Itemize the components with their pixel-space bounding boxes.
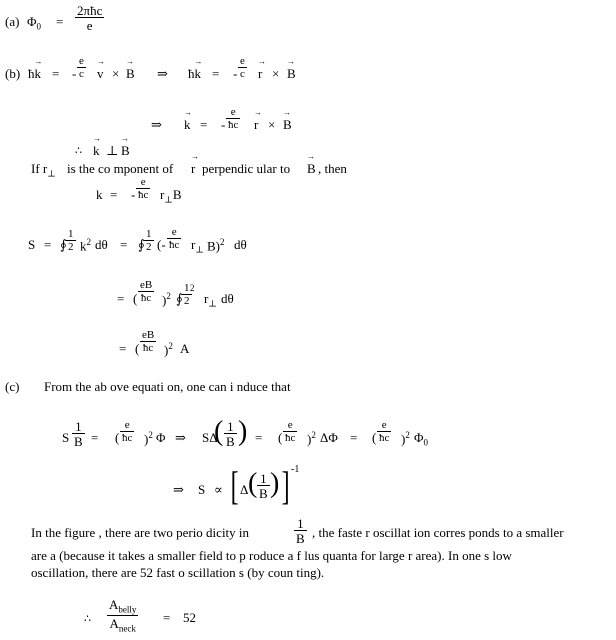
para-line-2: are a (because it takes a smaller field to p roduce a f lus quanta for large r area). In one s low <box>31 548 512 563</box>
one-over-B: $\frac{1}{B}$ <box>296 516 305 546</box>
equals: = <box>350 430 358 445</box>
minus: - <box>221 117 226 132</box>
cross: × <box>268 117 276 132</box>
part-c-intro: From the ab ove equati on, one can i nduce that <box>44 379 291 394</box>
perp: ⊥ <box>106 143 119 158</box>
B-vec: → B <box>121 144 130 157</box>
delta-phi: ΔΦ <box>320 430 338 445</box>
equals: = <box>44 237 52 252</box>
para-line-1a: In the figure , there are two perio dicity in <box>31 525 250 540</box>
proportional-to: ∝ <box>214 482 223 497</box>
r-perp: $r_\perp$ <box>204 291 217 309</box>
Delta: Δ <box>240 482 249 497</box>
B-vec: → B <box>126 67 135 80</box>
paren-open: (- <box>157 237 166 252</box>
flux-quantum-fraction: 2πħc e <box>77 3 103 33</box>
cross: × <box>272 66 280 81</box>
equals: = <box>255 430 263 445</box>
B-vec: → B <box>307 162 316 175</box>
equals: = <box>120 237 128 252</box>
part-c-label: (c) <box>5 379 20 394</box>
bracket-open: [ <box>230 463 239 508</box>
ratio-value: 52 <box>183 610 196 625</box>
paren-close-sq: )$^2$ <box>164 341 173 358</box>
para-line-1b: , the faste r oscillat ion corres ponds to a smaller <box>312 525 564 540</box>
paren-close-sq: )$^2$ <box>144 430 153 447</box>
equals: = <box>52 66 60 81</box>
hbar-k-vec-2: ħ→ k <box>188 67 201 80</box>
e-over-hbarc: $\frac{e}{ħc}$ <box>285 419 296 444</box>
e-over-hbarc: $\frac{e}{ħc}$ <box>228 106 239 131</box>
r-vec: → r <box>191 162 195 175</box>
k-squared: $k^2$ <box>80 237 91 254</box>
paren-open: ( <box>372 430 377 445</box>
equals: = <box>110 187 118 202</box>
area-A: A <box>180 341 190 356</box>
therefore: ∴ <box>75 145 82 157</box>
one-over-B: $\frac{1}{B}$ <box>259 471 268 501</box>
paren-close-sq: )$^2$ <box>307 430 316 447</box>
equals: = <box>200 117 208 132</box>
dtheta: dθ <box>234 237 247 252</box>
minus: - <box>131 187 136 202</box>
one-over-B: $\frac{1}{B}$ <box>226 419 235 449</box>
implies-arrow: ⇒ <box>151 117 162 132</box>
phi-zero: $\Phi_0$ <box>414 430 429 448</box>
part-b-label: (b) <box>5 66 21 81</box>
eB-over-hbarc: $\frac{eB}{ħc}$ <box>140 279 153 304</box>
phi0-symbol: $\Phi_0$ <box>27 14 42 32</box>
minus: - <box>233 66 238 81</box>
phi: Φ <box>156 430 166 445</box>
contour-integral: ∮ <box>176 291 183 306</box>
big-paren-open: ( <box>248 468 258 499</box>
r-perp: $r_\perp$ <box>191 237 204 255</box>
equals: = <box>119 341 127 356</box>
B-vec: → B <box>283 118 292 131</box>
k: k <box>96 187 103 202</box>
area-ratio: $A_{belly}$ $A_{neck}$ <box>109 597 137 634</box>
e-over-hbarc: $\frac{e}{ħc}$ <box>379 419 390 444</box>
equals: = <box>117 291 125 306</box>
paren-open: ( <box>133 291 138 306</box>
paren-close-sq: )$^2$ <box>401 430 410 447</box>
one-half: $\frac{1}{2}$ <box>146 228 152 253</box>
dtheta: dθ <box>221 291 234 306</box>
e-over-hbarc: $\frac{e}{ħc}$ <box>122 419 133 444</box>
equals: = <box>163 610 171 625</box>
S: S <box>62 430 70 445</box>
e-over-hbarc: $\frac{e}{ħc}$ <box>138 176 149 201</box>
text-then: , then <box>318 161 347 176</box>
big-paren-open: ( <box>214 416 224 447</box>
e-over-c: $\frac{e}{c}$ <box>79 55 84 80</box>
one-over-B: $\frac{1}{B}$ <box>74 419 83 449</box>
e-over-c-2: $\frac{e}{c}$ <box>240 55 245 80</box>
therefore: ∴ <box>84 613 91 625</box>
k-vec: → k <box>184 118 191 131</box>
implies-arrow: ⇒ <box>173 482 184 497</box>
paren-open: ( <box>115 430 120 445</box>
eB-over-hbarc: $\frac{eB}{ħc}$ <box>142 329 155 354</box>
S: S <box>28 237 36 252</box>
paren-open: ( <box>135 341 140 356</box>
contour-integral: ∮ <box>138 237 145 252</box>
implies-arrow: ⇒ <box>175 430 186 445</box>
dtheta: dθ <box>95 237 108 252</box>
k-vec: → k <box>93 144 100 157</box>
r-vec: → r <box>258 67 262 80</box>
S-Delta: SΔ <box>202 430 218 445</box>
equals: = <box>56 14 64 29</box>
square: 2 <box>190 283 195 293</box>
one-half: $\frac{1}{2}$ <box>68 228 74 253</box>
big-paren-close: ) <box>238 416 248 447</box>
contour-integral: ∮ <box>60 237 67 252</box>
equals: = <box>91 430 99 445</box>
v-vec: → v <box>97 67 104 80</box>
r-perp-B: $r_\perp B$ <box>160 187 182 205</box>
bracket-close: ] <box>281 463 290 508</box>
para-line-3: oscillation, there are 52 fast o scillation s (by coun ting). <box>31 565 325 580</box>
hbar-k-vec: ħ→ k <box>28 67 41 80</box>
minus: - <box>72 66 77 81</box>
text-perpendicular: perpendic ular to <box>202 161 291 176</box>
S: S <box>198 482 206 497</box>
part-a-label: (a) <box>5 14 20 29</box>
big-paren-close: ) <box>270 468 280 499</box>
text-component: is the co mponent of <box>67 161 174 176</box>
if-r: If $r_\perp$ <box>31 161 56 179</box>
one-half: $\frac{1}{2}$ <box>184 282 190 307</box>
B-close: B)$^2$ <box>207 237 225 254</box>
paren-open: ( <box>278 430 283 445</box>
r-vec: → r <box>254 118 258 131</box>
cross: × <box>112 66 120 81</box>
exponent-minus-one: -1 <box>291 464 300 475</box>
paren-close-sq: )$^2$ <box>162 291 171 308</box>
implies-arrow: ⇒ <box>157 66 168 81</box>
e-over-hbarc: $\frac{e}{ħc}$ <box>169 226 180 251</box>
equals: = <box>212 66 220 81</box>
B-vec-2: → B <box>287 67 296 80</box>
